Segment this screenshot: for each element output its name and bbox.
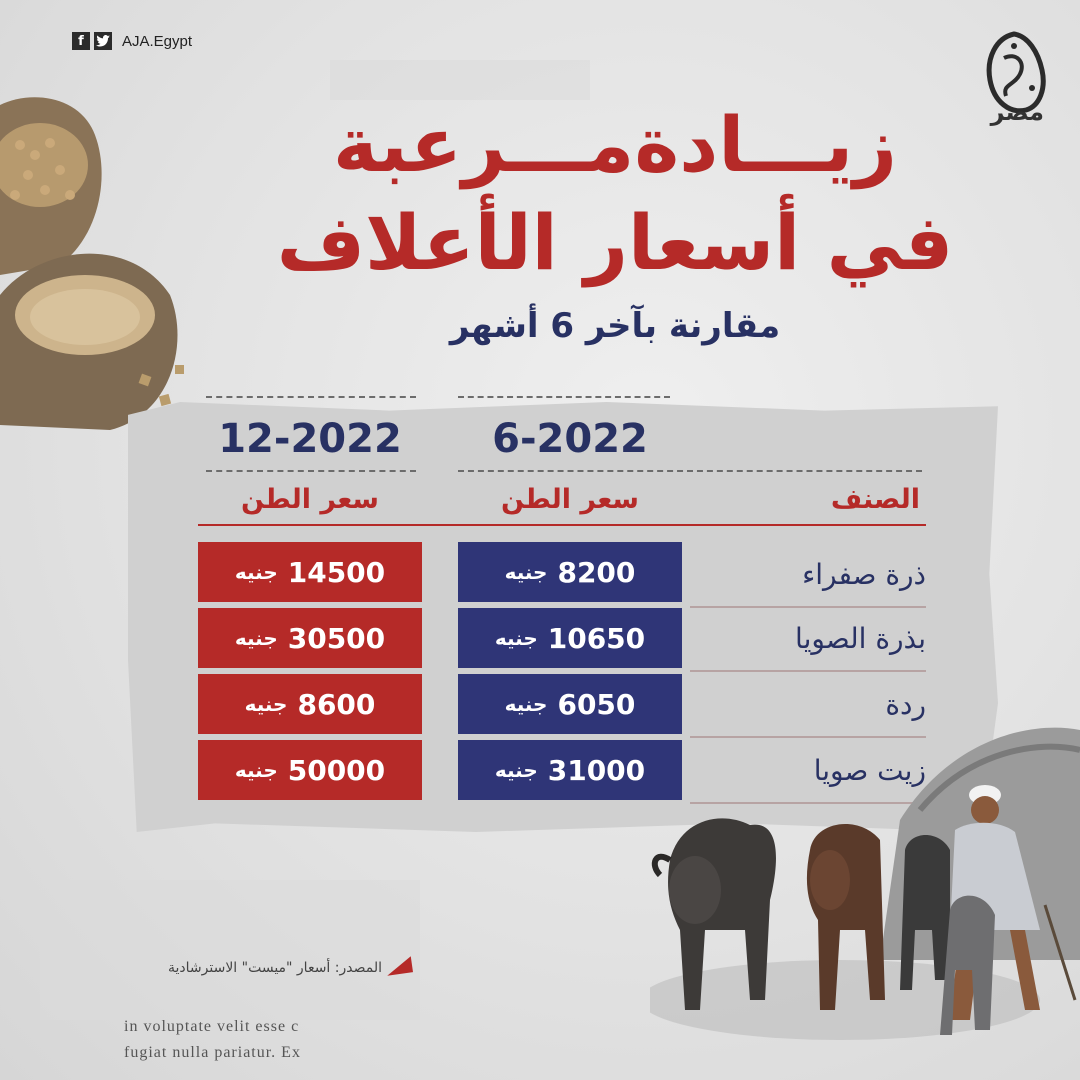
handle-text: AJA.Egypt <box>122 32 193 50</box>
price-cell-jun: 10650 جنيه <box>458 608 682 668</box>
price-cell-dec: 8600 جنيه <box>198 674 422 734</box>
table-row-item: ردة <box>690 674 926 738</box>
twitter-icon <box>94 32 112 50</box>
paper-scrap <box>330 60 590 100</box>
divider <box>458 396 670 398</box>
filler-text: in voluptate velit esse c <box>124 1018 300 1035</box>
page-title-line2: في أسعار الأعلاف <box>276 198 954 287</box>
item-header: الصنف <box>830 484 920 515</box>
header-rule <box>198 524 926 526</box>
livestock-farmer-image <box>650 700 1080 1080</box>
page-subtitle: مقارنة بآخر 6 أشهر <box>449 306 781 346</box>
divider <box>206 470 416 472</box>
price-cell-dec: 30500 جنيه <box>198 608 422 668</box>
paper-scrap <box>40 880 420 1020</box>
table-row-item: ذرة صفراء <box>690 544 926 608</box>
price-header-jun: سعر الطن <box>501 484 639 515</box>
price-cell-jun: 31000 جنيه <box>458 740 682 800</box>
source-note: المصدر: أسعار "ميست" الاسترشادية <box>168 960 382 976</box>
logo-label: مصر <box>990 98 1044 126</box>
price-cell-jun: 6050 جنيه <box>458 674 682 734</box>
divider <box>458 470 922 472</box>
price-cell-dec: 14500 جنيه <box>198 542 422 602</box>
social-handle <box>72 32 192 50</box>
divider <box>206 396 416 398</box>
price-cell-dec: 50000 جنيه <box>198 740 422 800</box>
price-header-dec: سعر الطن <box>241 484 379 515</box>
column-year-dec: 12-2022 <box>218 416 402 462</box>
table-row-item: بذرة الصويا <box>690 608 926 672</box>
facebook-icon: f <box>72 32 90 50</box>
column-year-jun: 6-2022 <box>492 416 648 462</box>
filler-text: fugiat nulla pariatur. Ex <box>124 1044 301 1061</box>
price-cell-jun: 8200 جنيه <box>458 542 682 602</box>
table-row-item: زيت صويا <box>690 740 926 804</box>
page-title: زيـــادةمـــرعبة <box>333 100 897 189</box>
